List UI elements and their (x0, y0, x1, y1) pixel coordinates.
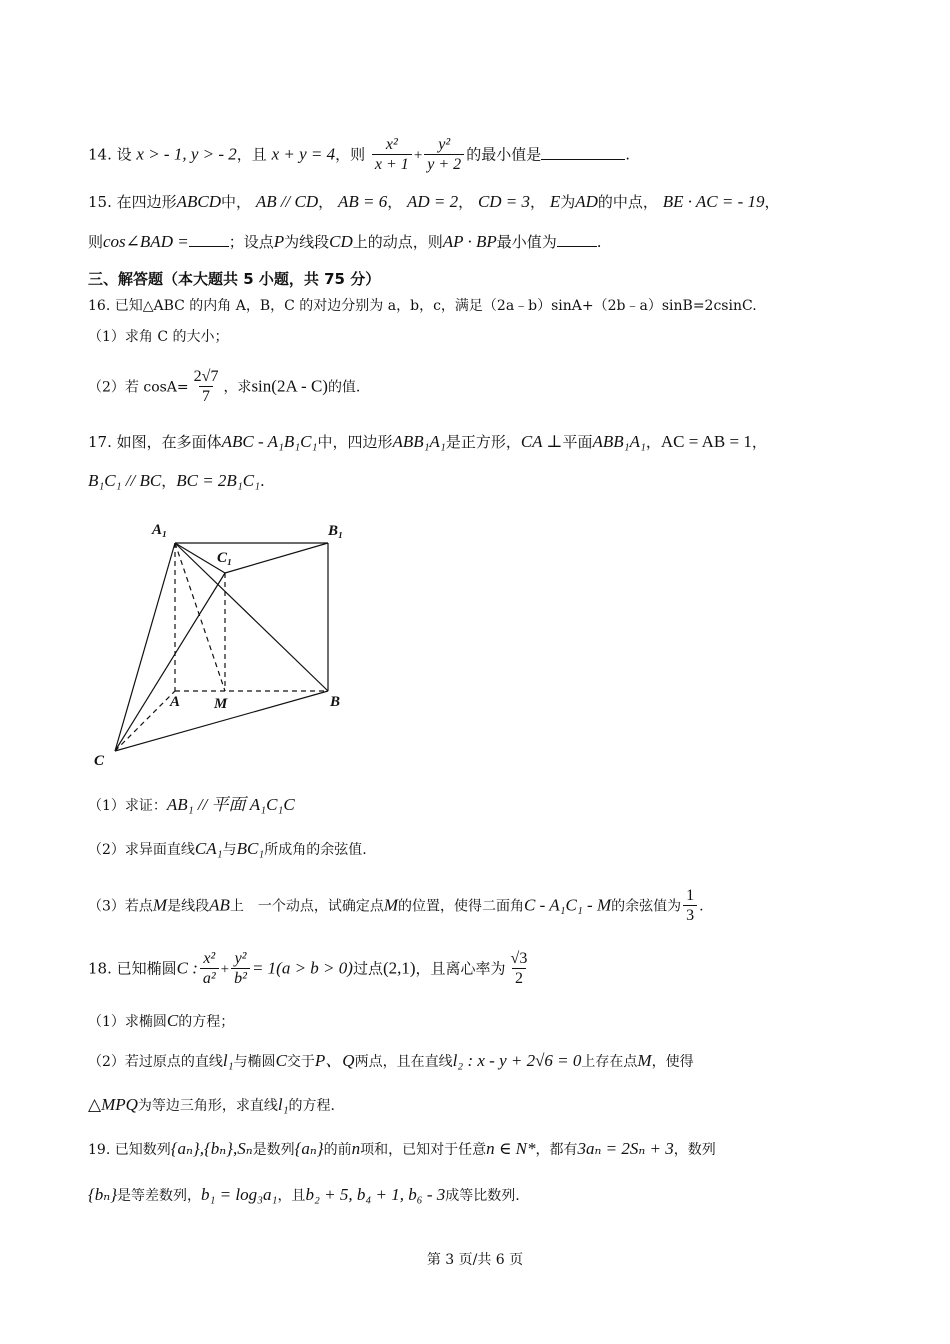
q16-stem: 16. 已知△ABC 的内角 A，B，C 的对边分别为 a，b，c，满足（2a﹣b）sinA+（2b﹣a）sinB=2csinC. (88, 298, 757, 314)
label-b1: B₁ (328, 523, 344, 539)
q16-part-2: （2）若 cosA= $\frac{2√7}{7}$ ，求sin(2A - C)的值. (88, 368, 361, 405)
q14-equation: x + y = 4 (271, 144, 336, 164)
q14-condition: x > - 1, y > - 2 (136, 144, 237, 164)
q17-line-1: 17. 如图，在多面体ABC - A₁B₁C₁中，四边形ABB₁A₁是正方形，CA ⊥平面ABB₁A₁，AC = AB = 1， (88, 432, 767, 451)
q14-fraction-2: $\frac{\text{y²}}{y + 2}$ (424, 136, 464, 175)
q15-line-2: 则cos∠BAD = ；设点P为线段CD上的动点，则AP · BP最小值为 . (88, 232, 602, 251)
answer-blank (541, 145, 625, 160)
q18-fraction-x: $\frac{\text{x²}}{\text{a²}}$ (200, 950, 219, 989)
label-a1: A₁ (152, 522, 168, 538)
q18-fraction-e: $\frac{√3}{2}$ (510, 950, 528, 987)
label-a: A (170, 694, 181, 710)
q17-part-1: （1）求证：AB₁ // 平面 A₁C₁C (88, 795, 295, 814)
q16-fraction: $\frac{2√7}{7}$ (193, 368, 219, 405)
q18-part-2-cont: △MPQ为等边三角形，求直线l₁的方程. (88, 1095, 335, 1114)
q18-line-1: 18. 已知椭圆C : $\frac{\text{x²}}{\text{a²}}$ + $\frac{\text{y²}}{\text{b²}}$ = 1(a > b > 0)过点(2,1)，且离心率为 $\frac{√3}{2}$ (88, 950, 532, 989)
q15-line-1: 15. 在四边形ABCD中， AB // CD， AB = 6， AD = 2， CD = 3， E为AD的中点， BE · AC = - 19， (88, 192, 780, 211)
page-footer: 第 3 页/共 6 页 (426, 1252, 524, 1268)
q14-fraction-1: $\frac{\text{x²}}{x + 1}$ (372, 136, 412, 175)
q18-part-2: （2）若过原点的直线l₁与椭圆C交于P、Q两点，且在直线l₂ : x - y + 2√6 = 0上存在点M，使得 (88, 1051, 694, 1070)
q19-line-1: 19. 已知数列{aₙ},{bₙ},Sₙ是数列{aₙ}的前n项和，已知对于任意n ∈ N*，都有3aₙ = 2Sₙ + 3，数列 (88, 1139, 716, 1158)
q17-line-2: B₁C₁ // BC，BC = 2B₁C₁. (88, 471, 265, 490)
label-c1: C₁ (217, 550, 233, 566)
q14-line: 14. 设 x > - 1, y > - 2，且 x + y = 4，则 $\frac{\text{x²}}{x + 1}$ + $\frac{\text{y²}}{y + 2}$ 的最小值是 . (88, 136, 630, 173)
edge-a1-c (115, 543, 175, 751)
label-m: M (214, 696, 228, 712)
q16-part-1: （1）求角 C 的大小； (88, 329, 229, 345)
q17-fraction: $\frac{1}{3}$ (683, 887, 697, 926)
answer-blank (557, 232, 597, 247)
q18-fraction-y: $\frac{\text{y²}}{\text{b²}}$ (231, 950, 250, 989)
q17-part-2: （2）求异面直线CA₁与BC₁所成角的余弦值. (88, 839, 367, 858)
q19-line-2: {bₙ}是等差数列，b₁ = log₃a₁，且b₂ + 5, b₄ + 1, b₆ - 3成等比数列. (88, 1185, 520, 1204)
q15-parallel: AB // CD (255, 192, 319, 211)
edge-c1-b1 (225, 543, 328, 573)
q18-part-1: （1）求椭圆C的方程； (88, 1011, 235, 1030)
label-c: C (94, 753, 105, 769)
polyhedron-figure (88, 512, 368, 774)
section-3-heading: 三、解答题（本大题共 5 小题，共 75 分） (88, 270, 381, 288)
q17-part-3: （3）若点M是线段AB上 一个动点，试确定点M的位置，使得二面角C - A₁C₁ - M的余弦值为 $\frac{1}{3}$ . (88, 887, 704, 924)
label-b: B (330, 694, 341, 710)
q15-dot-product: BE · AC = - 19 (662, 192, 765, 211)
answer-blank (189, 232, 229, 247)
